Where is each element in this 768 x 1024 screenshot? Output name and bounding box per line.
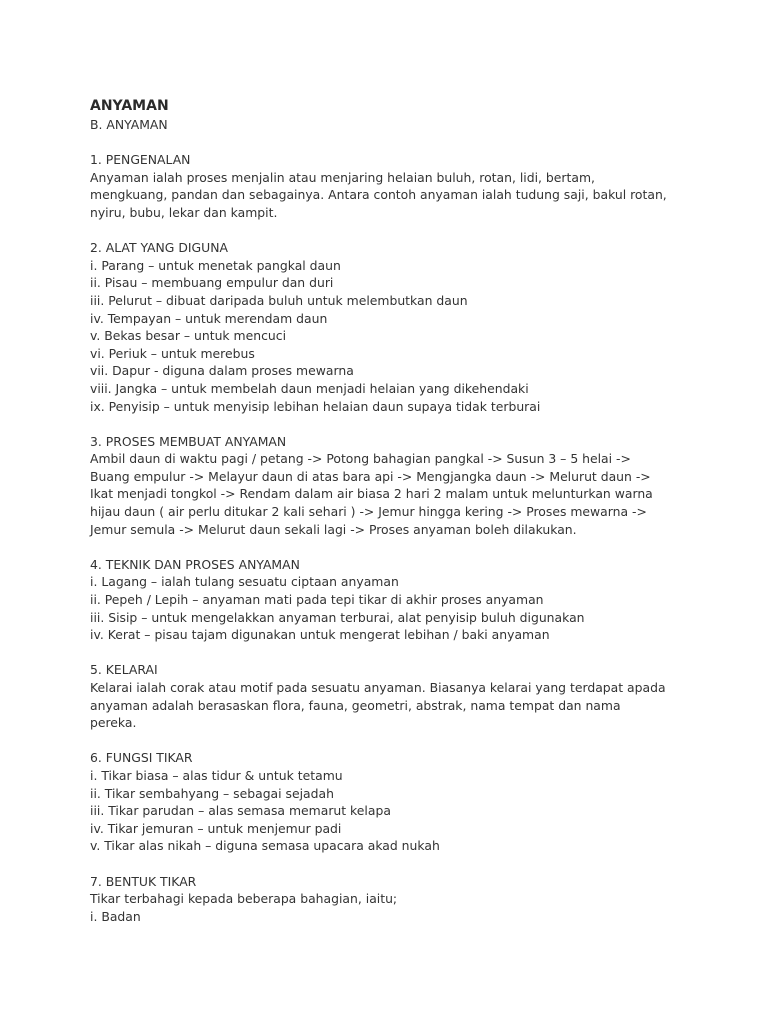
section-line: hijau daun ( air perlu ditukar 2 kali sehari ) -> Jemur hingga kering -> Proses mewarna -> [90,504,647,520]
section-line: Ambil daun di waktu pagi / petang -> Potong bahagian pangkal -> Susun 3 – 5 helai -> [90,451,631,467]
section-5 [90,661,690,731]
section-3 [90,433,690,539]
section-heading: 6. FUNGSI TIKAR [90,750,193,766]
section-spacer [90,855,690,873]
section-line: iv. Tempayan – untuk merendam daun [90,310,328,326]
section-heading: 1. PENGENALAN [90,152,191,168]
section-line: ii. Tikar sembahyang – sebagai sejadah [90,785,334,801]
section-line: iii. Tikar parudan – alas semasa memarut kelapa [90,803,391,819]
section-line: pereka. [90,715,137,731]
section-line: vii. Dapur - diguna dalam proses mewarna [90,363,354,379]
section-line: nyiru, bubu, lekar dan kampit. [90,204,278,220]
section-heading: 7. BENTUK TIKAR [90,873,197,889]
section-line: ix. Penyisip – untuk menyisip lebihan helaian daun supaya tidak terburai [90,398,541,414]
section-line: Tikar terbahagi kepada beberapa bahagian, iaitu; [90,891,398,907]
section-spacer [90,134,690,152]
section-line: Kelarai ialah corak atau motif pada sesuatu anyaman. Biasanya kelarai yang terdapat apada [90,680,666,695]
document-title: ANYAMAN [90,98,169,114]
section-line: iii. Sisip – untuk mengelakkan anyaman terburai, alat penyisip buluh digunakan [90,609,585,625]
section-line: i. Badan [90,908,141,924]
document-page [90,96,690,925]
section-heading: 2. ALAT YANG DIGUNA [90,240,228,256]
section-line: iii. Pelurut – dibuat daripada buluh untuk melembutkan daun [90,292,468,308]
section-line: i. Tikar biasa – alas tidur & untuk tetamu [90,767,343,783]
section-line: mengkuang, pandan dan sebagainya. Antara contoh anyaman ialah tudung saji, bakul rotan, [90,187,667,203]
section-spacer [90,538,690,556]
section-line: vi. Periuk – untuk merebus [90,345,255,361]
section-spacer [90,644,690,662]
section-6 [90,749,690,855]
section-line: anyaman adalah berasaskan flora, fauna, geometri, abstrak, nama tempat dan nama [90,697,621,713]
section-line: i. Parang – untuk menetak pangkal daun [90,257,341,273]
document-body [90,134,690,926]
section-line: v. Tikar alas nikah – diguna semasa upacara akad nukah [90,838,440,854]
section-line: v. Bekas besar – untuk mencuci [90,328,287,344]
section-line: ii. Pepeh / Lepih – anyaman mati pada tepi tikar di akhir proses anyaman [90,592,544,608]
section-line: Ikat menjadi tongkol -> Rendam dalam air biasa 2 hari 2 malam untuk melunturkan warna [90,486,653,502]
section-7 [90,873,690,926]
section-line: ii. Pisau – membuang empulur dan duri [90,275,334,291]
section-heading: 5. KELARAI [90,662,158,678]
section-line: viii. Jangka – untuk membelah daun menjadi helaian yang dikehendaki [90,380,529,396]
section-line: Jemur semula -> Melurut daun sekali lagi -> Proses anyaman boleh dilakukan. [90,521,577,537]
section-heading: 3. PROSES MEMBUAT ANYAMAN [90,433,287,449]
section-2 [90,239,690,415]
section-line: iv. Tikar jemuran – untuk menjemur padi [90,820,342,836]
section-spacer [90,732,690,750]
section-1 [90,151,690,221]
section-spacer [90,222,690,240]
section-heading: 4. TEKNIK DAN PROSES ANYAMAN [90,556,300,572]
section-spacer [90,415,690,433]
section-4 [90,556,690,644]
section-line: iv. Kerat – pisau tajam digunakan untuk mengerat lebihan / baki anyaman [90,627,550,643]
document-subtitle: B. ANYAMAN [90,117,168,132]
section-line: Buang empulur -> Melayur daun di atas bara api -> Mengjangka daun -> Melurut daun -> [90,468,651,484]
section-line: Anyaman ialah proses menjalin atau menjaring helaian buluh, rotan, lidi, bertam, [90,169,595,185]
section-line: i. Lagang – ialah tulang sesuatu ciptaan anyaman [90,574,399,590]
